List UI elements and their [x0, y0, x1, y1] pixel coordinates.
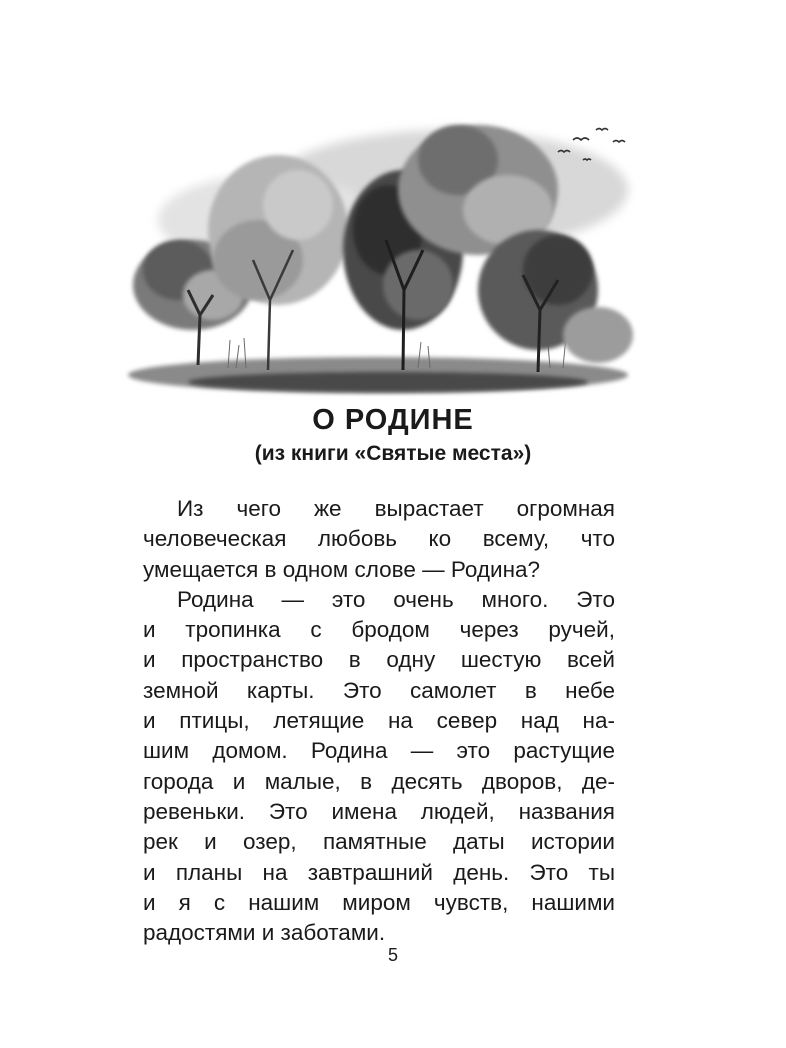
watercolor-trees-illustration [118, 100, 638, 400]
text-line: шим домом. Родина — это растущие [143, 738, 615, 764]
trees-drawing [118, 100, 638, 400]
text-line: и тропинка с бродом через ручей, [143, 617, 615, 643]
text-line: и я с нашим миром чувств, нашими [143, 889, 615, 915]
tree-light [208, 155, 348, 370]
text-line: человеческая любовь ко всему, что [143, 526, 615, 552]
text-line: Родина — это очень много. Это [177, 586, 615, 612]
page-number: 5 [387, 945, 398, 965]
text-line: умещается в одном слове — Родина? [143, 556, 541, 582]
text-line: и пространство в одну шестую всей [143, 647, 615, 673]
body-text [143, 494, 615, 948]
text-line: земной карты. Это самолет в небе [143, 677, 615, 703]
text-line: города и малые, в десять дворов, де- [143, 768, 615, 794]
tree-right [478, 230, 633, 372]
text-line: и планы на завтрашний день. Это ты [143, 859, 615, 885]
page-subtitle: (из книги «Святые места») [254, 442, 532, 465]
text-line: и птицы, летящие на север над на- [143, 708, 615, 734]
text-line: радостями и заботами. [143, 920, 386, 946]
text-line: ревеньки. Это имена людей, названия [143, 798, 615, 824]
text-line: рек и озер, памятные даты истории [143, 829, 615, 855]
text-line: Из чего же вырастает огромная [177, 496, 615, 521]
page-title: О РОДИНЕ [312, 404, 474, 436]
